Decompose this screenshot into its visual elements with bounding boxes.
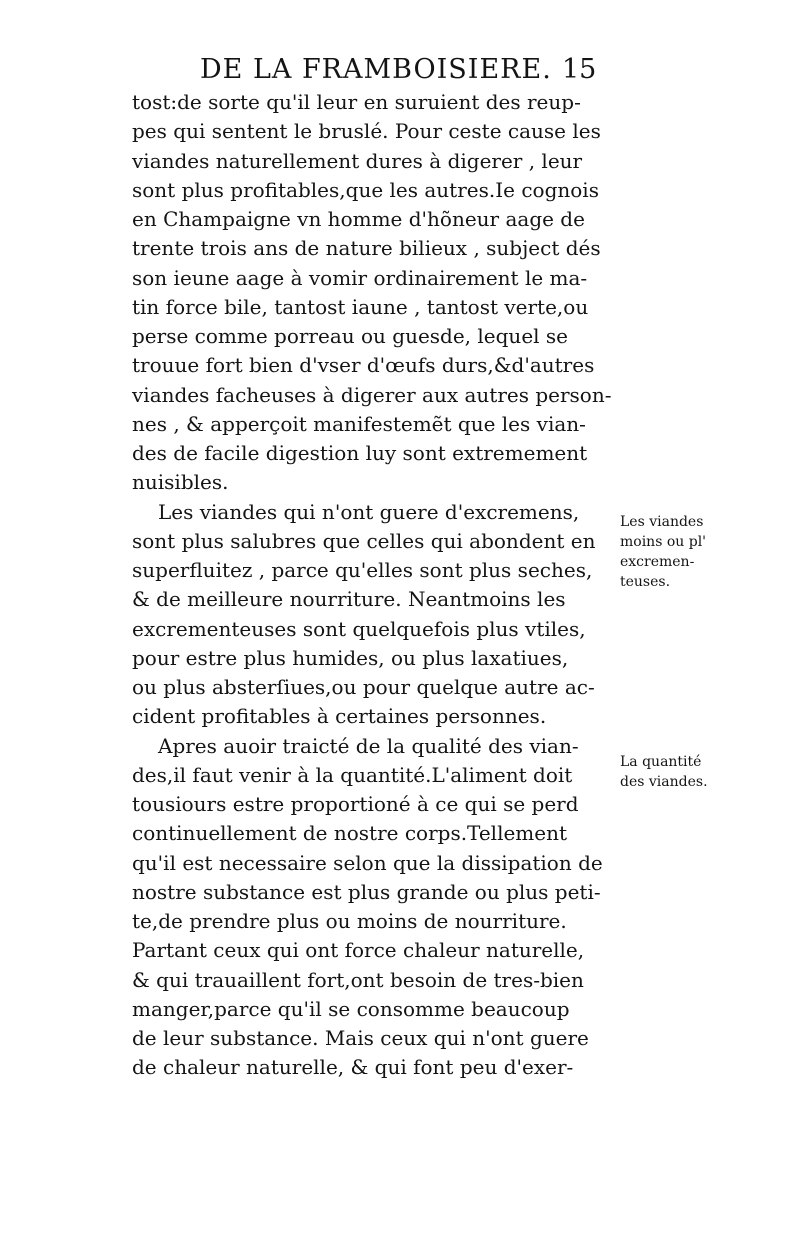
text-line: sont plus profitables,que les autres.Ie cognois [132, 177, 599, 202]
text-line: superfluitez , parce qu'elles sont plus seches, [132, 558, 593, 582]
running-title: DE LA FRAMBOISIERE. [200, 54, 552, 85]
text-line: Partant ceux qui ont force chaleur naturelle, [132, 938, 585, 963]
text-line: te,de prendre plus ou moins de nourriture. [132, 909, 567, 933]
body-text [132, 88, 618, 1083]
text-line: pes qui sentent le bruslé. Pour ceste cause les [132, 119, 601, 144]
margin-note-line: moins ou pl' [620, 534, 707, 550]
text-line: ou plus absterſiues,ou pour quelque autre ac- [132, 675, 595, 699]
text-line: des,il faut venir à la quantité.L'aliment doit [132, 762, 573, 787]
text-line: & de meilleure nourriture. Neantmoins les [132, 587, 566, 612]
text-line: tin force bile, tantost iaune , tantost verte,ou [132, 294, 589, 319]
text-line: de leur substance. Mais ceux qui n'ont guere [132, 1026, 589, 1050]
text-line: viandes facheuses à digerer aux autres person- [132, 382, 612, 407]
text-line: perse comme porreau ou guesde, lequel se [132, 324, 569, 348]
text-line: des de facile digestion luy sont extremement [132, 441, 588, 465]
margin-note-line: excremen- [620, 554, 695, 570]
paragraph-first-line: Apres auoir traicté de la qualité des vian- [158, 733, 579, 758]
text-line: continuellement de nostre corps.Tellement [132, 821, 568, 846]
margin-note [620, 752, 795, 792]
margin-note-line: La quantité [620, 754, 702, 770]
text-line: excrementeuses sont quelquefois plus vtiles, [132, 616, 586, 641]
text-line: nes , & apperçoit manifestemẽt que les vian- [132, 411, 586, 436]
page-number: 15 [562, 54, 597, 85]
margin-note-line: des viandes. [620, 774, 708, 790]
text-line: cident profitables à certaines personnes. [132, 704, 547, 729]
text-line: de chaleur naturelle, & qui font peu d'exer- [132, 1055, 574, 1080]
text-line: pour estre plus humides, ou plus laxatiues, [132, 645, 569, 670]
margin-note [620, 512, 795, 592]
text-line: & qui trauaillent fort,ont besoin de tres-bien [132, 967, 584, 992]
text-line: tost:de sorte qu'il leur en suruient des reup- [132, 90, 581, 114]
text-line: nuisibles. [132, 470, 229, 495]
text-line: trente trois ans de nature bilieux , subject dés [132, 236, 601, 261]
text-line: qu'il est necessaire selon que la dissipation de [132, 850, 603, 875]
margin-note-line: Les viandes [620, 514, 704, 530]
text-line: trouue fort bien d'vser d'œufs durs,&d'autres [132, 353, 595, 378]
margin-note-line: teuses. [620, 574, 671, 590]
text-line: son ieune aage à vomir ordinairement le ma- [132, 265, 588, 290]
text-line: tousiours estre proportioné à ce qui se perd [132, 792, 579, 816]
text-line: viandes naturellement dures à digerer , leur [132, 148, 583, 173]
text-line: en Champaigne vn homme d'hõneur aage de [132, 207, 585, 231]
text-line: nostre substance est plus grande ou plus peti- [132, 879, 601, 904]
text-line: manger,parce qu'il se consomme beaucoup [132, 996, 570, 1021]
paragraph-first-line: Les viandes qui n'ont guere d'excremens, [158, 499, 580, 524]
text-line: sont plus salubres que celles qui abondent en [132, 528, 596, 553]
